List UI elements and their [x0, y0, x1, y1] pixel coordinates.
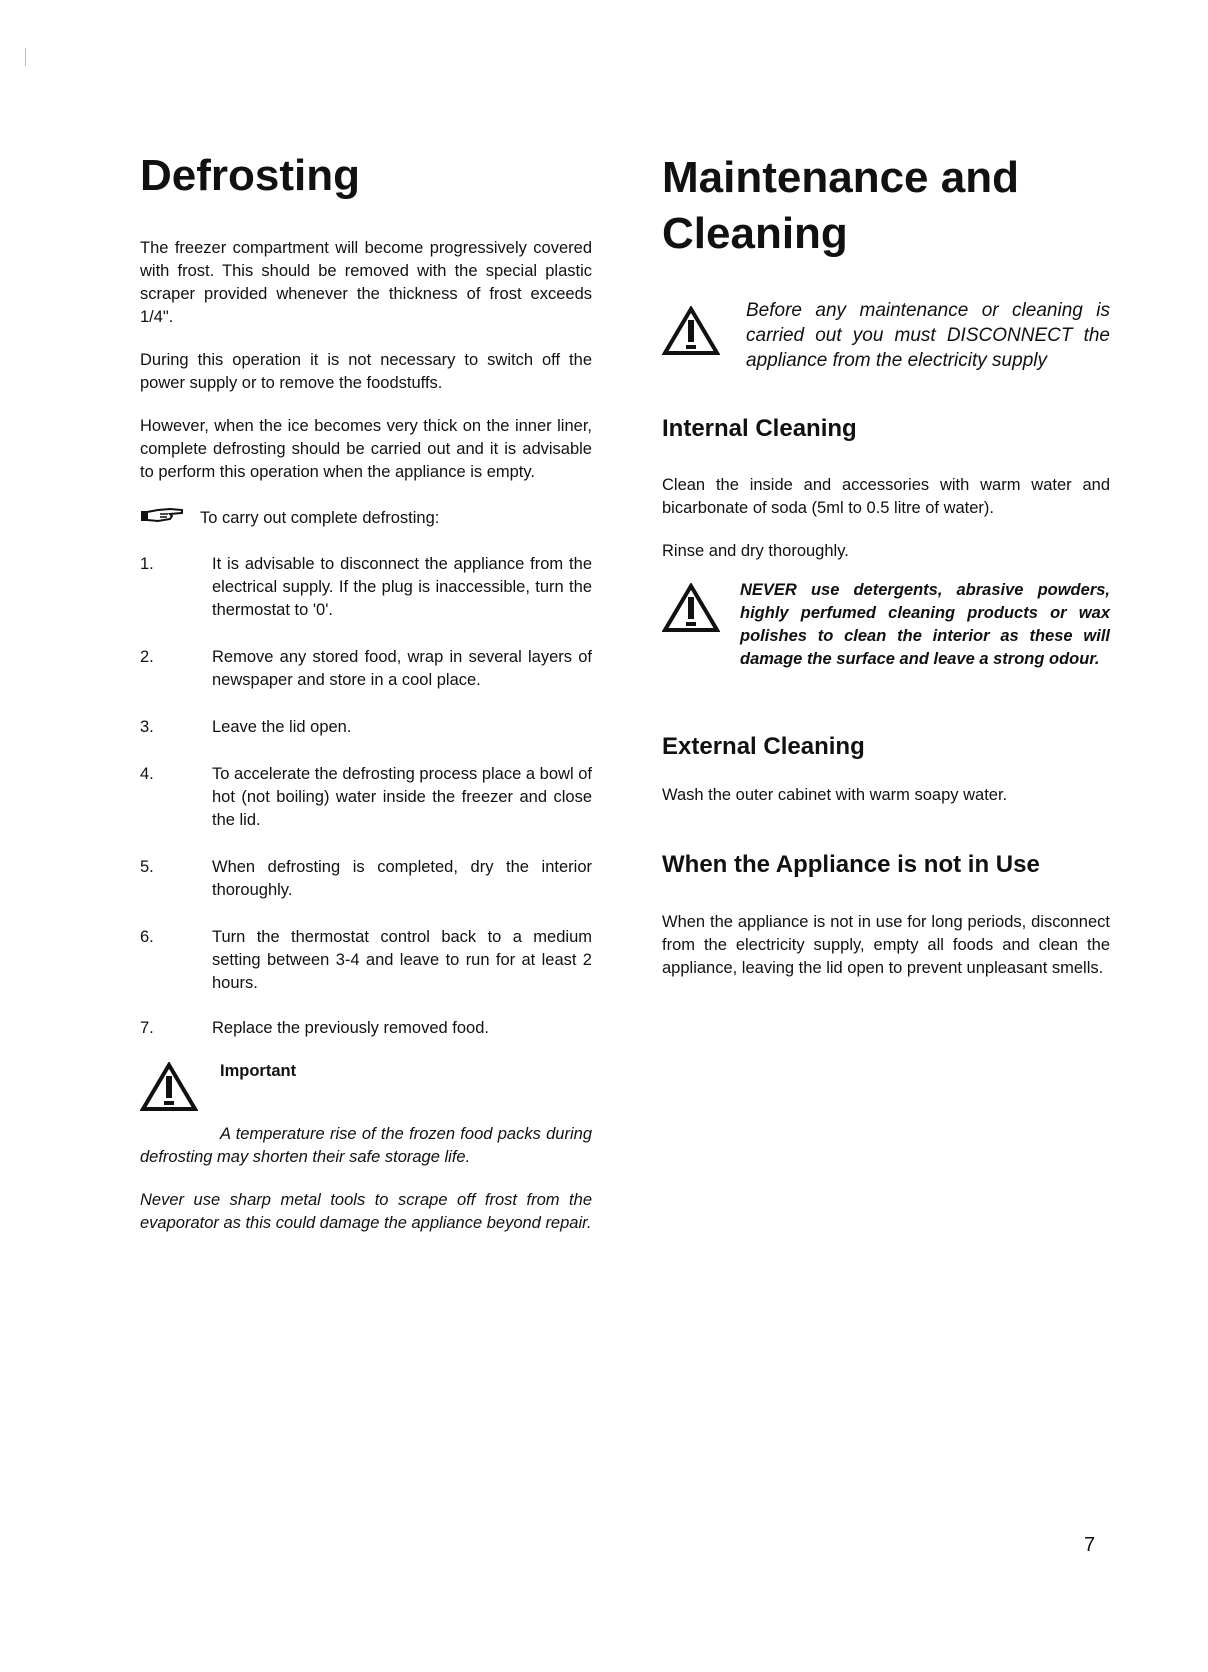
pointing-hand-icon — [140, 506, 200, 531]
defrost-step — [140, 763, 592, 832]
defrosting-power-note: During this operation it is not necessary to switch off the power supply or to remove the foodstuffs. — [140, 350, 592, 392]
never-tools-text: Never use sharp metal tools to scrape off frost from the evaporator as this could damage the appliance beyond repair. — [140, 1190, 592, 1232]
warning-triangle-icon — [662, 579, 740, 638]
defrost-step — [140, 646, 592, 692]
defrost-step — [140, 856, 592, 902]
not-in-use-heading: When the Appliance is not in Use — [662, 850, 1040, 878]
detergent-warning-text: NEVER use detergents, abrasive powders, highly perfumed cleaning products or wax polishes to clean the interior as these will damage the surface and leave a strong odour. — [740, 580, 1110, 668]
external-cleaning-heading: External Cleaning — [662, 732, 865, 760]
detergent-warning — [662, 579, 1110, 671]
step-text: It is advisable to disconnect the appliance from the electrical supply. If the plug is inaccessible, turn the thermostat to '0'. — [212, 554, 592, 619]
important-text: A temperature rise of the frozen food packs during defrosting may shorten their safe storage life. — [140, 1124, 592, 1166]
step-number: 2. — [140, 647, 154, 666]
step-text: Replace the previously removed food. — [212, 1018, 489, 1037]
step-text: To accelerate the defrosting process place a bowl of hot (not boiling) water inside the freezer and close the lid. — [212, 764, 592, 829]
maintenance-title-line1: Maintenance and — [662, 153, 1019, 202]
rinse-text: Rinse and dry thoroughly. — [662, 541, 849, 560]
step-text: Leave the lid open. — [212, 717, 352, 736]
scan-mark — [25, 48, 26, 66]
maintenance-section — [662, 150, 1110, 980]
important-warning — [140, 1062, 592, 1117]
defrost-step — [140, 553, 592, 622]
step-number: 6. — [140, 927, 154, 946]
step-text: Turn the thermostat control back to a medium setting between 3-4 and leave to run for at least 2 hours. — [212, 927, 592, 992]
step-number: 4. — [140, 764, 154, 783]
defrost-step — [140, 1017, 592, 1040]
warning-triangle-icon — [140, 1062, 220, 1117]
warning-triangle-icon — [662, 298, 746, 361]
important-label: Important — [220, 1061, 297, 1080]
defrosting-title: Defrosting — [140, 151, 360, 200]
internal-cleaning-heading: Internal Cleaning — [662, 415, 857, 442]
step-number: 3. — [140, 717, 154, 736]
hand-note — [140, 506, 592, 531]
step-text: When defrosting is completed, dry the interior thoroughly. — [212, 857, 592, 899]
step-number: 5. — [140, 857, 154, 876]
maintenance-title-line2: Cleaning — [662, 209, 848, 258]
not-in-use-text: When the appliance is not in use for long periods, disconnect from the electricity supply, empty all foods and clean the appliance, leaving the lid open to prevent unpleasant smells. — [662, 913, 1110, 978]
step-text: Remove any stored food, wrap in several layers of newspaper and store in a cool place. — [212, 647, 592, 689]
page-number: 7 — [1084, 1534, 1096, 1556]
hand-note-text: To carry out complete defrosting: — [200, 508, 440, 527]
defrosting-complete-note: However, when the ice becomes very thick on the inner liner, complete defrosting should be carried out and it is advisable to perform this operation when the appliance is empty. — [140, 416, 592, 481]
defrosting-section — [140, 150, 592, 1235]
defrosting-steps — [140, 553, 592, 1040]
external-cleaning-text: Wash the outer cabinet with warm soapy water. — [662, 785, 1008, 804]
step-number: 1. — [140, 554, 154, 573]
internal-cleaning-text: Clean the inside and accessories with warm water and bicarbonate of soda (5ml to 0.5 litre of water). — [662, 475, 1110, 517]
disconnect-warning — [662, 298, 1110, 373]
defrost-step — [140, 926, 592, 995]
defrosting-intro: The freezer compartment will become progressively covered with frost. This should be removed with the special plastic scraper provided whenever the thickness of frost exceeds 1/4". — [140, 238, 592, 326]
maintenance-title — [662, 150, 1110, 262]
defrost-step — [140, 716, 592, 739]
disconnect-warning-text: Before any maintenance or cleaning is carried out you must DISCONNECT the appliance from the electricity supply — [746, 300, 1110, 371]
step-number: 7. — [140, 1018, 154, 1037]
